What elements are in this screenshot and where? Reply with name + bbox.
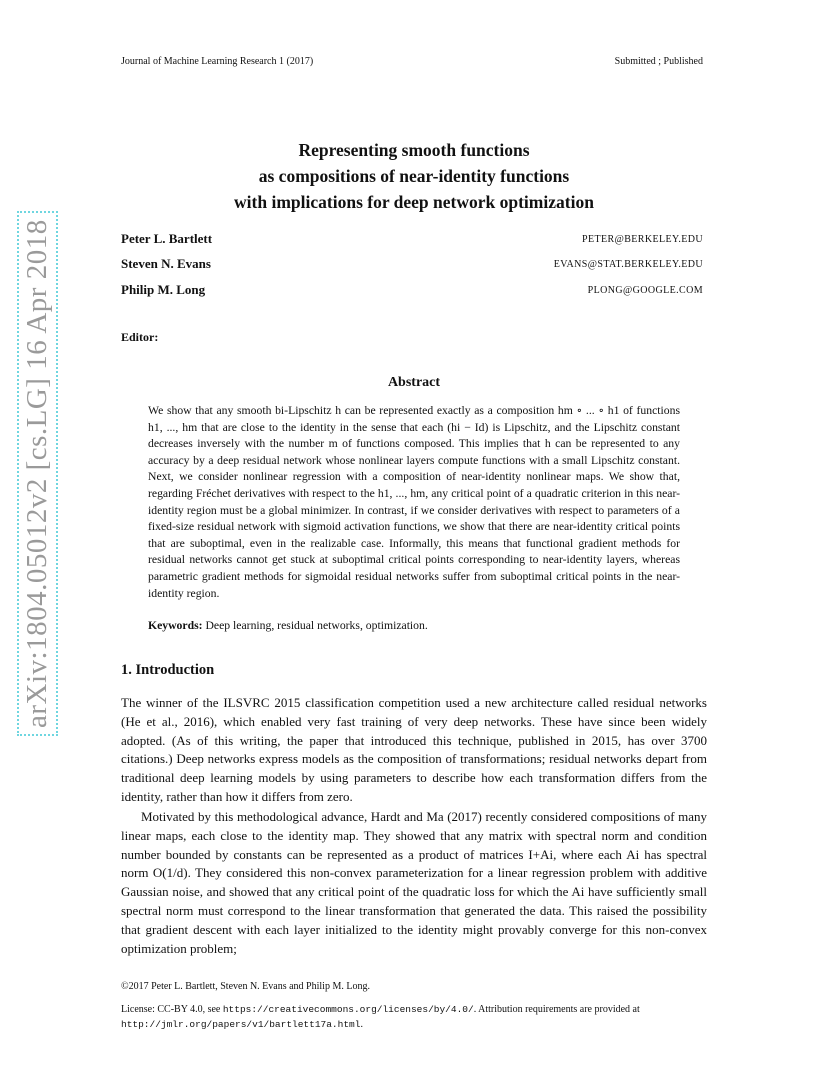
- title-line: as compositions of near-identity functions: [258, 166, 570, 186]
- section-heading: 1. Introduction: [121, 662, 215, 678]
- license-notice: [121, 1002, 711, 1032]
- intro-paragraph: The winner of the ILSVRC 2015 classification competition used a new architecture called residual networks (He et al., 2016), which enabled very fast training of very deep networks. These have since been widely adopted. (As of this writing, the paper that introduced this technique, published in 2015, has over 3700 citations.) Deep networks express models as the composition of transformations; residual networks depart from traditional deep learning models by using parameters to describe how each transformation differs from the identity, rather than how it differs from zero.: [121, 695, 707, 804]
- license-suffix: .: [360, 1019, 363, 1030]
- author-email: EVANS@STAT.BERKELEY.EDU: [553, 259, 703, 270]
- arxiv-identifier-link[interactable]: arXiv:1804.05012v2 [cs.LG] 16 Apr 2018: [17, 211, 58, 736]
- author-email: PLONG@GOOGLE.COM: [587, 285, 703, 296]
- intro-paragraph-text: Motivated by this methodological advance, Hardt and Ma (2017) recently considered compositions of many linear maps, each close to the identity map. They showed that any matrix with spectral norm and condition number bounded by constants can be represented as a product of matrices I+Ai, where each Ai has spectral norm O(1/d). They considered this non-convex parameterization for a linear regression problem with additive Gaussian noise, and showed that any critical point of the quadratic loss for which the Ai have sufficiently small spectral norm must correspond to the linear transformation that generated the data. This raised the possibility that gradient descent with each layer initialized to the identity might provably converge for this non-convex optimization problem;: [121, 809, 707, 956]
- license-prefix: License: CC-BY 4.0, see: [121, 1004, 223, 1015]
- abstract-heading: Abstract: [387, 375, 441, 390]
- license-middle: . Attribution requirements are provided at: [473, 1004, 640, 1015]
- copyright-notice: ©2017 Peter L. Bartlett, Steven N. Evans and Philip M. Long.: [121, 981, 370, 992]
- paper-url-link[interactable]: http://jmlr.org/papers/v1/bartlett17a.html: [121, 1019, 361, 1030]
- author-email: PETER@BERKELEY.EDU: [582, 234, 703, 245]
- intro-paragraph: [121, 808, 707, 958]
- license-url-link[interactable]: https://creativecommons.org/licenses/by/4.0/: [222, 1004, 474, 1015]
- title-line: with implications for deep network optimization: [234, 192, 594, 212]
- keywords-label: Keywords:: [148, 619, 203, 632]
- author-name: Steven N. Evans: [121, 256, 211, 271]
- abstract-body: We show that any smooth bi-Lipschitz h can be represented exactly as a composition hm ∘ ... ∘ h1 of functions h1, ..., hm that are close to the identity in the sense that each (hi − Id) is Lipschitz, and the Lipschitz constant decreases inversely with the number m of functions composed. This implies that h can be represented to any accuracy by a deep residual network whose nonlinear layers compute functions with a small Lipschitz constant. Next, we consider nonlinear regression with a composition of near-identity nonlinear maps. We show that, regarding Fréchet derivatives with respect to the h1, ..., hm, any critical point of a quadratic criterion in this near-identity region must be a global minimizer. In contrast, if we consider derivatives with respect to parameters of a fixed-size residual network with sigmoid activation functions, we show that there are near-identity critical points that are suboptimal, even in the realizable case. Informally, this means that functional gradient methods for residual networks cannot get stuck at suboptimal critical points corresponding to near-identity layers, whereas parametric gradient methods for sigmoidal residual networks suffer from suboptimal critical points in the near-identity region.: [148, 404, 680, 600]
- paper-title: [0, 137, 828, 215]
- journal-header: Journal of Machine Learning Research 1 (2017): [121, 56, 314, 67]
- title-line: Representing smooth functions: [298, 140, 530, 160]
- submission-status: Submitted ; Published: [614, 56, 703, 67]
- keywords: [148, 619, 428, 632]
- editor-label: Editor:: [121, 330, 159, 344]
- author-name: Philip M. Long: [121, 282, 206, 297]
- author-name: Peter L. Bartlett: [121, 231, 213, 246]
- keywords-text: Deep learning, residual networks, optimization.: [205, 619, 428, 632]
